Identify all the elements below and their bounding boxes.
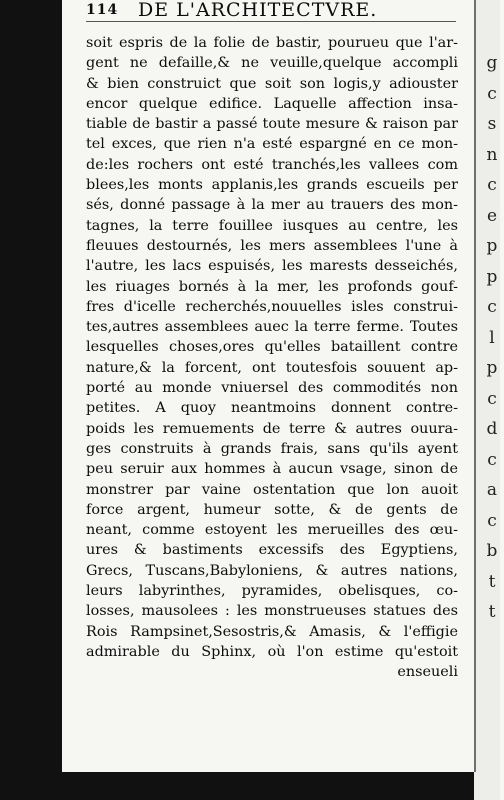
text-line: ges construits à grands frais, sans qu'ils ayent [86, 440, 458, 457]
text-line: blees,les monts applanis,les grands escueils per [86, 177, 458, 194]
facing-page-letter: p [486, 358, 498, 378]
header-rule [86, 21, 456, 22]
facing-page-letter: p [486, 236, 498, 256]
facing-page-letter: c [487, 297, 497, 317]
facing-page-letter: d [486, 419, 498, 439]
text-line: encor quelque edifice. Laquelle affection insa- [86, 95, 458, 112]
facing-page-letter: c [487, 510, 497, 531]
text-line: porté au monde vniuersel des commodités non [86, 380, 458, 397]
text-line: admirable du Sphinx, où l'on estime qu'estoit [86, 643, 458, 660]
text-line: soit espris de la folie de bastir, pourueu que l'ar- [86, 35, 458, 51]
text-line: petites. A quoy neantmoins donnent contre- [86, 400, 458, 417]
text-line: Rois Rampsinet,Sesostris,& Amasis, & l'effigie [86, 623, 458, 640]
facing-page-letter: n [486, 144, 498, 165]
text-line: sés, donné passage à la mer au trauers des mon- [86, 197, 458, 214]
text-line: lesquelles choses,ores qu'elles bataillent contre [86, 339, 458, 356]
facing-page-letters [483, 48, 501, 628]
text-line: peu seruir aux hommes à aucun vsage, sinon de [86, 461, 458, 478]
facing-page-letter: c [487, 83, 497, 104]
running-title: DE L'ARCHITECTVRE. [138, 0, 378, 21]
facing-page-letter: t [488, 602, 496, 622]
text-line: fleuues destournés, les mers assemblees l'une à [86, 237, 458, 254]
page-number: 114 [86, 2, 119, 18]
facing-page-letter: g [486, 53, 498, 73]
body-text [86, 33, 458, 683]
text-line: de:les rochers ont esté tranchés,les vallees com [86, 156, 458, 173]
text-line: force argent, humeur sotte, & de gents de [86, 501, 458, 518]
text-line: gent ne defaille,& ne veuille,quelque accompli [86, 55, 458, 72]
text-line: fres d'icelle recherchés,nouuelles isles construi- [86, 298, 458, 315]
facing-page-letter: c [487, 449, 497, 470]
text-line: enseueli [397, 664, 458, 681]
gutter-shadow [474, 0, 476, 772]
text-line: & bien construict que soit son logis,y adiouster [86, 75, 458, 92]
page-header [86, 2, 458, 22]
text-line: Grecs, Tuscans,Babyloniens, & autres nations, [86, 562, 458, 579]
text-line: ures & bastiments excessifs des Egyptiens, [86, 542, 458, 559]
text-line: l'autre, les lacs espuisés, les marests desseichés, [86, 258, 458, 275]
text-line: tes,autres assemblees auec la terre ferme. Toutes [86, 319, 458, 336]
text-line: tel exces, que rien n'a esté espargné en ce mon- [86, 136, 458, 153]
text-line: tiable de bastir a passé toute mesure & raison par [86, 116, 458, 133]
text-line: tagnes, la terre fouillee iusques au centre, les [86, 217, 458, 234]
facing-page-letter: s [487, 114, 497, 134]
text-line: nature,& la forcent, ont toutesfois souuent ap- [86, 359, 458, 376]
facing-page-letter: p [486, 266, 498, 287]
text-line: neant, comme estoyent les merueilles des œu- [86, 522, 458, 539]
facing-page-letter: b [486, 541, 498, 561]
facing-page-letter: c [487, 388, 497, 409]
text-line: losses, mausolees : les monstrueuses statues des [86, 603, 458, 620]
facing-page-letter: l [489, 327, 495, 348]
text-line: poids les remuements de terre & autres ouura- [86, 420, 458, 437]
text-line: monstrer par vaine ostentation que lon auoit [86, 481, 458, 498]
text-line: les riuages bornés à la mer, les profonds gouf- [86, 278, 458, 295]
facing-page-letter: e [486, 205, 498, 226]
text-line: leurs labyrinthes, pyramides, obelisques, co- [86, 583, 458, 600]
facing-page-letter: c [487, 175, 497, 195]
facing-page-letter: a [486, 480, 498, 500]
facing-page-letter: t [488, 571, 496, 592]
